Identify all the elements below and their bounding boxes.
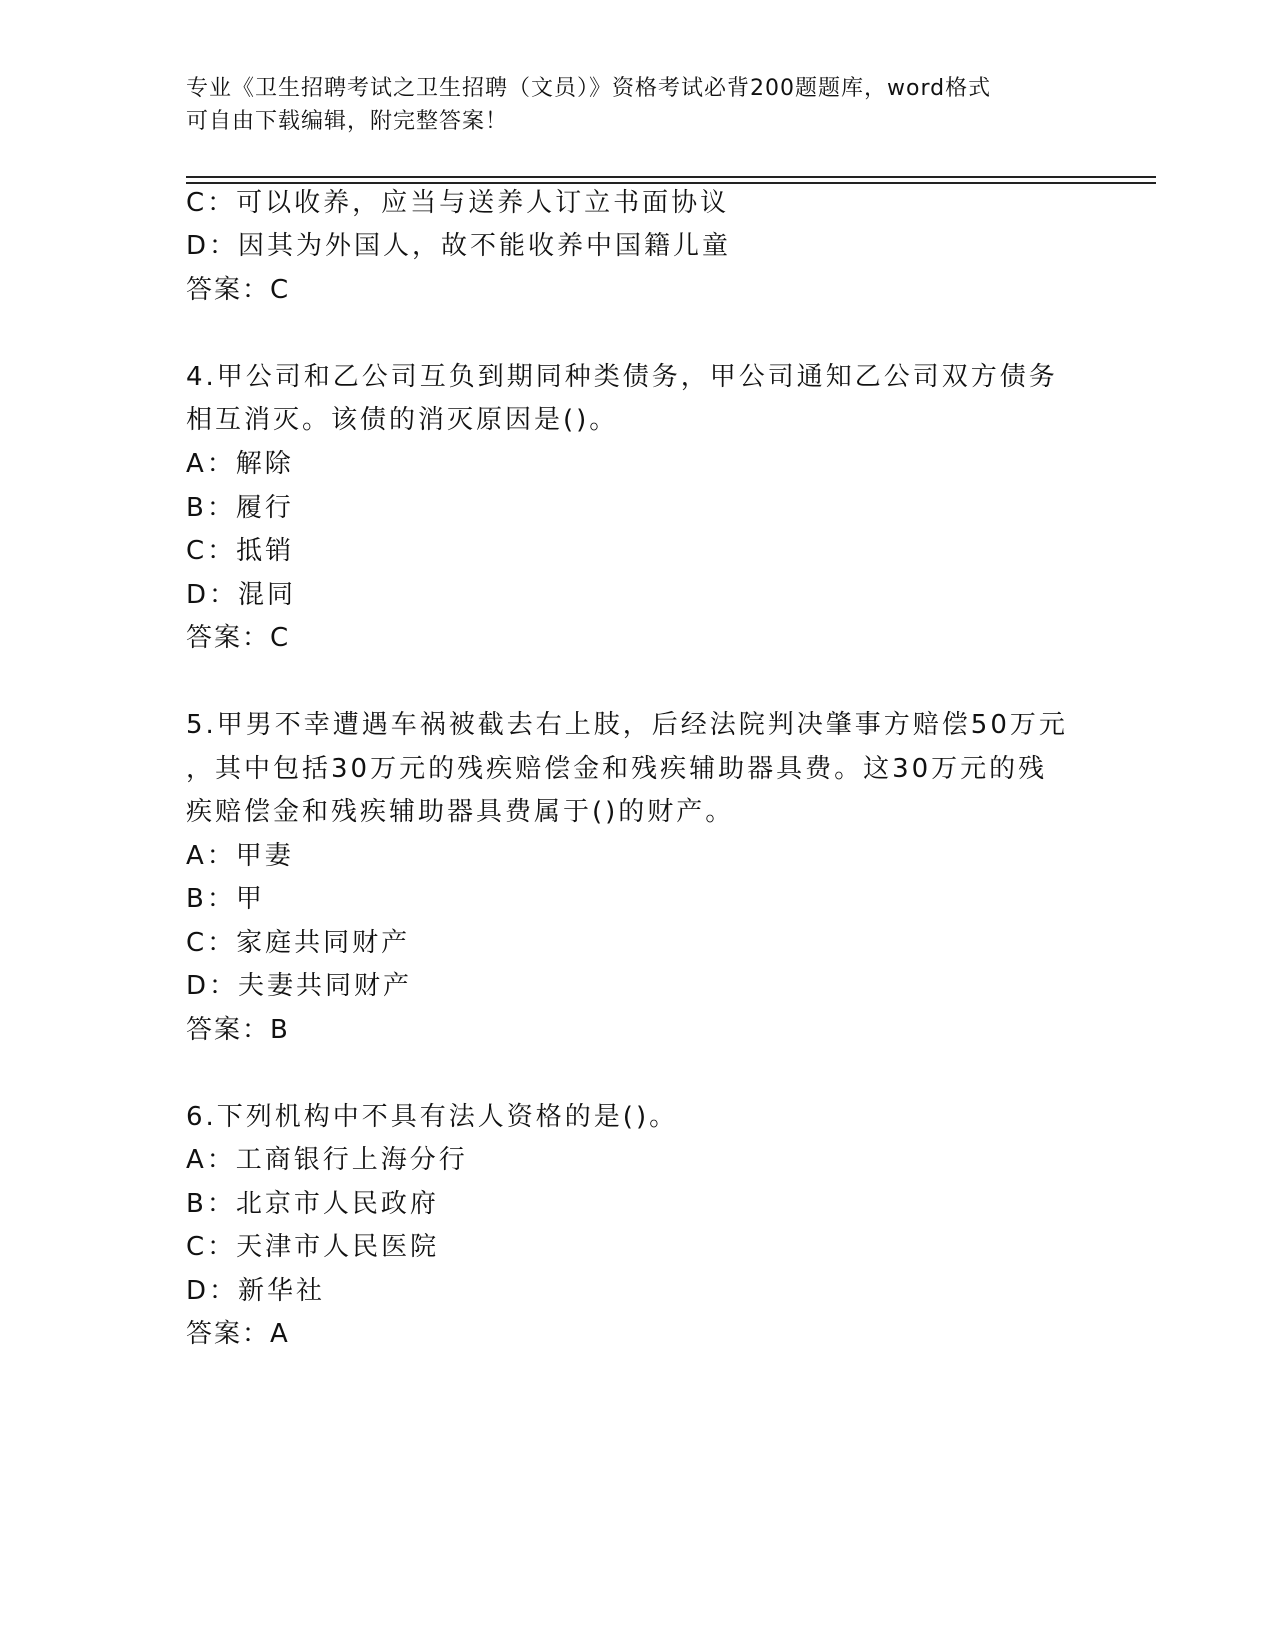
q6-option-c: C：天津市人民医院 xyxy=(186,1232,440,1262)
header-rule-top xyxy=(186,176,1156,178)
q4-option-a: A：解除 xyxy=(186,449,294,479)
q4-answer: 答案：C xyxy=(186,623,291,653)
q4-option-c: C：抵销 xyxy=(186,536,295,566)
q6-option-d: D：新华社 xyxy=(186,1276,326,1306)
q4-stem-line-2: 相互消灭。该债的消灭原因是()。 xyxy=(186,405,619,435)
q4-option-d: D：混同 xyxy=(186,580,297,610)
q6-option-b: B：北京市人民政府 xyxy=(186,1189,439,1219)
q5-stem-line-3: 疾赔偿金和残疾辅助器具费属于()的财产。 xyxy=(186,797,735,827)
header-line-1: 专业《卫生招聘考试之卫生招聘（文员）》资格考试必背200题题库，word格式 xyxy=(186,76,992,101)
document-header xyxy=(186,72,1086,138)
q5-option-b: B：甲 xyxy=(186,884,265,914)
q5-stem-line-1: 5.甲男不幸遭遇车祸被截去右上肢，后经法院判决肇事方赔偿50万元 xyxy=(186,710,1068,740)
q3-option-c: C：可以收养，应当与送养人订立书面协议 xyxy=(186,188,730,218)
header-line-2: 可自由下载编辑，附完整答案！ xyxy=(186,109,509,134)
q6-stem-line-1: 6.下列机构中不具有法人资格的是()。 xyxy=(186,1102,679,1132)
q5-option-a: A：甲妻 xyxy=(186,841,294,871)
q4-stem-line-1: 4.甲公司和乙公司互负到期同种类债务，甲公司通知乙公司双方债务 xyxy=(186,362,1058,392)
q6-answer: 答案：A xyxy=(186,1319,290,1349)
q6-option-a: A：工商银行上海分行 xyxy=(186,1145,468,1175)
q5-option-d: D：夫妻共同财产 xyxy=(186,971,413,1001)
q4-option-b: B：履行 xyxy=(186,493,294,523)
q3-option-d: D：因其为外国人，故不能收养中国籍儿童 xyxy=(186,231,732,261)
q5-stem-line-2: ，其中包括30万元的残疾赔偿金和残疾辅助器具费。这30万元的残 xyxy=(186,754,1048,784)
q5-option-c: C：家庭共同财产 xyxy=(186,928,411,958)
q3-answer: 答案：C xyxy=(186,275,291,305)
header-rule-bottom xyxy=(186,182,1156,184)
q5-answer: 答案：B xyxy=(186,1015,290,1045)
